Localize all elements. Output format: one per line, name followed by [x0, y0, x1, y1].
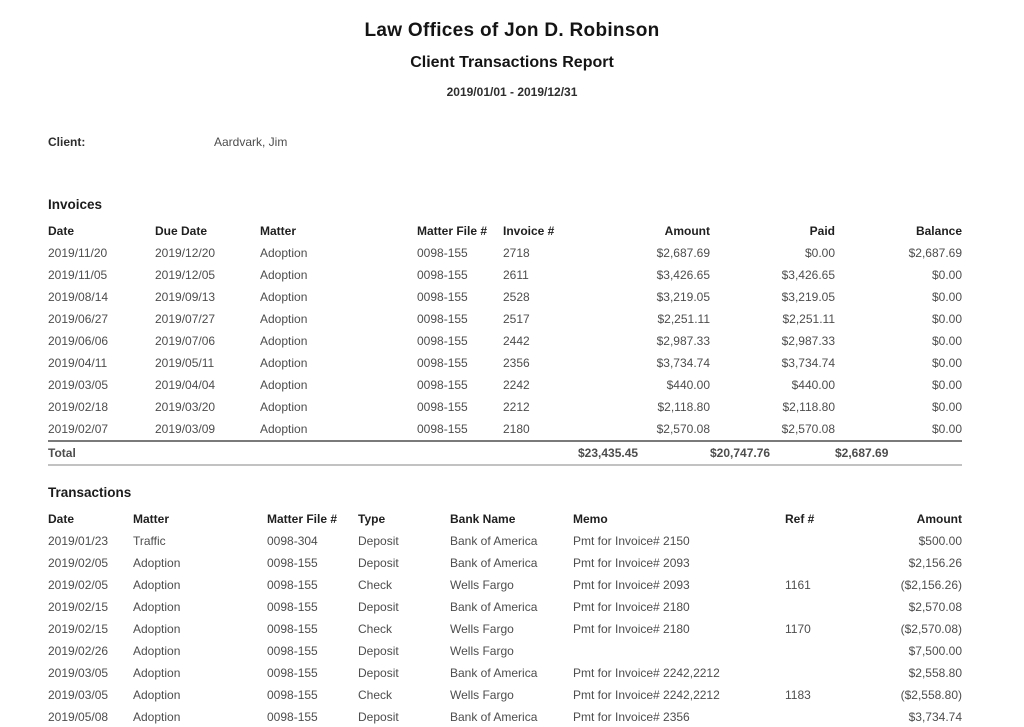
table-cell: 0098-155	[267, 666, 318, 680]
table-cell: 2019/07/27	[155, 312, 216, 326]
column-header-type: Type	[358, 512, 386, 526]
invoices-section	[0, 197, 1024, 466]
table-cell: $2,558.80	[908, 666, 962, 680]
table-cell: 2019/09/13	[155, 290, 216, 304]
invoice-row	[48, 352, 962, 374]
table-cell: 0098-304	[267, 534, 318, 548]
table-cell: 2019/08/14	[48, 290, 109, 304]
table-cell: 2019/06/06	[48, 334, 109, 348]
table-cell: 2212	[503, 400, 530, 414]
table-cell: 0098-155	[267, 578, 318, 592]
table-cell: Adoption	[133, 666, 181, 680]
report-subtitle: Client Transactions Report	[410, 54, 614, 71]
table-cell: 2019/03/05	[48, 688, 109, 702]
table-cell: 2019/02/07	[48, 422, 109, 436]
total-amount: $23,435.45	[578, 441, 710, 465]
transaction-row	[48, 552, 962, 574]
client-row	[0, 135, 1024, 150]
table-cell: 2019/12/05	[155, 268, 216, 282]
table-cell: 0098-155	[417, 268, 468, 282]
table-cell: 1183	[785, 688, 811, 702]
transactions-section	[0, 485, 1024, 727]
table-cell: $0.00	[931, 334, 962, 348]
table-cell: $0.00	[931, 356, 962, 370]
transaction-row	[48, 530, 962, 552]
table-cell: $0.00	[931, 422, 962, 436]
table-cell: 2019/11/05	[48, 268, 108, 282]
table-cell: 2019/05/08	[48, 710, 109, 724]
table-cell: Wells Fargo	[450, 578, 514, 592]
column-header-balance: Balance	[915, 224, 962, 238]
table-cell: Pmt for Invoice# 2093	[573, 578, 690, 592]
transactions-table	[48, 508, 962, 727]
invoice-row	[48, 286, 962, 308]
table-cell: Adoption	[133, 556, 181, 570]
table-cell: Adoption	[260, 400, 308, 414]
table-cell: $3,426.65	[656, 268, 710, 282]
table-cell: Deposit	[358, 600, 399, 614]
table-cell: Bank of America	[450, 666, 538, 680]
table-cell: Wells Fargo	[450, 688, 514, 702]
table-cell	[785, 662, 860, 684]
table-cell: 2019/12/20	[155, 246, 216, 260]
table-cell: Bank of America	[450, 600, 538, 614]
table-cell: 0098-155	[267, 644, 318, 658]
table-cell	[573, 640, 785, 662]
table-cell: Check	[358, 688, 393, 702]
table-cell: Wells Fargo	[450, 622, 514, 636]
table-cell: $2,156.26	[908, 556, 962, 570]
table-cell: $2,118.80	[657, 400, 710, 414]
table-cell: $7,500.00	[908, 644, 962, 658]
column-header-date: Date	[48, 224, 75, 238]
transaction-row	[48, 684, 962, 706]
table-cell: Bank of America	[450, 556, 538, 570]
table-cell: Adoption	[260, 334, 308, 348]
table-cell: 2019/03/05	[48, 378, 109, 392]
client-value: Aardvark, Jim	[214, 135, 288, 149]
table-cell: Check	[358, 578, 393, 592]
table-cell: 2019/02/05	[48, 556, 109, 570]
table-cell: $2,251.11	[657, 312, 710, 326]
table-cell: $3,734.74	[656, 356, 710, 370]
table-cell	[785, 706, 860, 727]
table-cell: 2019/07/06	[155, 334, 216, 348]
table-cell: Traffic	[133, 534, 166, 548]
table-cell: 2442	[503, 334, 530, 348]
table-cell: 2019/03/05	[48, 666, 109, 680]
table-cell: 2019/06/27	[48, 312, 109, 326]
table-cell: $2,570.08	[908, 600, 962, 614]
table-cell: 2019/02/18	[48, 400, 109, 414]
transactions-section-title: Transactions	[48, 485, 132, 500]
table-cell: Adoption	[260, 312, 308, 326]
table-cell: $3,734.74	[908, 710, 962, 724]
table-cell: 2019/11/20	[48, 246, 108, 260]
table-cell	[785, 596, 860, 618]
table-cell: 2019/01/23	[48, 534, 109, 548]
invoices-table	[48, 220, 962, 466]
column-header-memo: Memo	[573, 512, 608, 526]
table-cell: 1170	[785, 622, 811, 636]
table-cell: 2517	[503, 312, 530, 326]
table-cell: $3,219.05	[781, 290, 835, 304]
table-cell: $440.00	[791, 378, 835, 392]
table-cell: $2,251.11	[782, 312, 835, 326]
invoice-row	[48, 264, 962, 286]
invoices-total-row	[48, 441, 962, 465]
table-cell: Deposit	[358, 534, 399, 548]
table-cell: Deposit	[358, 710, 399, 724]
table-cell: 0098-155	[417, 378, 468, 392]
invoices-header-row	[48, 220, 962, 242]
table-cell: 0098-155	[267, 600, 318, 614]
table-cell: 2019/03/09	[155, 422, 216, 436]
column-header-date: Date	[48, 512, 75, 526]
table-cell: Adoption	[133, 644, 181, 658]
report-title: Law Offices of Jon D. Robinson	[364, 20, 660, 41]
column-header-paid: Paid	[809, 224, 835, 238]
total-paid: $20,747.76	[710, 441, 835, 465]
transaction-row	[48, 574, 962, 596]
column-header-ref-number: Ref #	[785, 512, 815, 526]
table-cell: Adoption	[260, 246, 308, 260]
table-cell: 2528	[503, 290, 530, 304]
table-cell: 0098-155	[417, 312, 468, 326]
table-cell: Deposit	[358, 556, 399, 570]
table-cell: Adoption	[133, 710, 181, 724]
table-cell: Adoption	[260, 422, 308, 436]
table-cell: Adoption	[133, 688, 181, 702]
table-cell: $0.00	[931, 312, 962, 326]
table-cell: Pmt for Invoice# 2242,2212	[573, 666, 720, 680]
column-header-amount: Amount	[664, 224, 710, 238]
transaction-row	[48, 596, 962, 618]
table-cell: ($2,570.08)	[900, 622, 962, 636]
column-header-matter: Matter	[133, 512, 170, 526]
invoice-row	[48, 308, 962, 330]
table-cell: 0098-155	[267, 688, 318, 702]
table-cell: 0098-155	[417, 290, 468, 304]
client-label: Client:	[48, 135, 86, 149]
table-cell: Adoption	[133, 600, 181, 614]
table-cell: $440.00	[666, 378, 710, 392]
table-cell: $0.00	[931, 378, 962, 392]
invoice-row	[48, 330, 962, 352]
table-cell: 0098-155	[417, 422, 468, 436]
table-cell: 1161	[785, 578, 811, 592]
table-cell: Adoption	[133, 578, 181, 592]
report-header	[0, 0, 1024, 99]
invoices-section-title: Invoices	[48, 197, 103, 212]
invoice-row	[48, 374, 962, 396]
table-cell: Pmt for Invoice# 2180	[573, 622, 690, 636]
table-cell: Adoption	[260, 378, 308, 392]
table-cell: 2242	[503, 378, 530, 392]
table-cell	[785, 530, 860, 552]
table-cell: 2019/05/11	[155, 356, 215, 370]
column-header-matter: Matter	[260, 224, 297, 238]
column-header-invoice-number: Invoice #	[503, 224, 555, 238]
column-header-amount: Amount	[916, 512, 962, 526]
table-cell: Pmt for Invoice# 2093	[573, 556, 690, 570]
table-cell: Adoption	[260, 290, 308, 304]
table-cell: $3,426.65	[781, 268, 835, 282]
table-cell: 2019/04/04	[155, 378, 216, 392]
table-cell: Adoption	[133, 622, 181, 636]
table-cell: $2,987.33	[781, 334, 835, 348]
table-cell: $3,734.74	[781, 356, 835, 370]
table-cell: Deposit	[358, 666, 399, 680]
column-header-due-date: Due Date	[155, 224, 208, 238]
table-cell: 0098-155	[417, 246, 468, 260]
table-cell: $2,570.08	[656, 422, 710, 436]
table-cell: 0098-155	[417, 334, 468, 348]
table-cell: $2,687.69	[656, 246, 710, 260]
table-cell: 2019/02/15	[48, 622, 109, 636]
table-cell: 2356	[503, 356, 530, 370]
table-cell: 2019/02/26	[48, 644, 109, 658]
table-cell: Pmt for Invoice# 2356	[573, 710, 690, 724]
table-cell: $0.00	[931, 290, 962, 304]
table-cell: Pmt for Invoice# 2150	[573, 534, 690, 548]
table-cell: 2611	[503, 268, 529, 282]
table-cell: 0098-155	[267, 556, 318, 570]
table-cell: Wells Fargo	[450, 644, 514, 658]
transaction-row	[48, 662, 962, 684]
table-cell: 0098-155	[417, 356, 468, 370]
table-cell: $2,687.69	[908, 246, 962, 260]
table-cell: 2019/02/15	[48, 600, 109, 614]
table-cell: 0098-155	[417, 400, 468, 414]
report-date-range: 2019/01/01 - 2019/12/31	[446, 85, 578, 99]
table-cell: 0098-155	[267, 710, 318, 724]
table-cell: 0098-155	[267, 622, 318, 636]
table-cell: 2019/02/05	[48, 578, 109, 592]
table-cell: Deposit	[358, 644, 399, 658]
transaction-row	[48, 706, 962, 727]
column-header-matter-file: Matter File #	[417, 224, 488, 238]
table-cell: $2,570.08	[781, 422, 835, 436]
table-cell: 2180	[503, 422, 530, 436]
table-cell	[785, 640, 860, 662]
table-cell: ($2,558.80)	[900, 688, 962, 702]
table-cell: Check	[358, 622, 393, 636]
column-header-bank-name: Bank Name	[450, 512, 516, 526]
transaction-row	[48, 640, 962, 662]
invoice-row	[48, 418, 962, 441]
table-cell: $2,987.33	[656, 334, 710, 348]
table-cell: $0.00	[931, 268, 962, 282]
transaction-row	[48, 618, 962, 640]
total-balance: $2,687.69	[835, 441, 962, 465]
table-cell: Bank of America	[450, 710, 538, 724]
transactions-header-row	[48, 508, 962, 530]
table-cell	[785, 552, 860, 574]
table-cell: $0.00	[804, 246, 835, 260]
table-cell: Adoption	[260, 356, 308, 370]
table-cell: Pmt for Invoice# 2180	[573, 600, 690, 614]
table-cell: ($2,156.26)	[900, 578, 962, 592]
column-header-matter-file: Matter File #	[267, 512, 338, 526]
invoice-row	[48, 396, 962, 418]
table-cell: Bank of America	[450, 534, 538, 548]
table-cell: Pmt for Invoice# 2242,2212	[573, 688, 720, 702]
table-cell: $0.00	[931, 400, 962, 414]
total-label: Total	[48, 441, 578, 465]
invoice-row	[48, 242, 962, 264]
table-cell: 2019/04/11	[48, 356, 108, 370]
table-cell: 2718	[503, 246, 530, 260]
table-cell: $2,118.80	[782, 400, 835, 414]
table-cell: Adoption	[260, 268, 308, 282]
table-cell: $500.00	[918, 534, 962, 548]
table-cell: 2019/03/20	[155, 400, 216, 414]
table-cell: $3,219.05	[656, 290, 710, 304]
